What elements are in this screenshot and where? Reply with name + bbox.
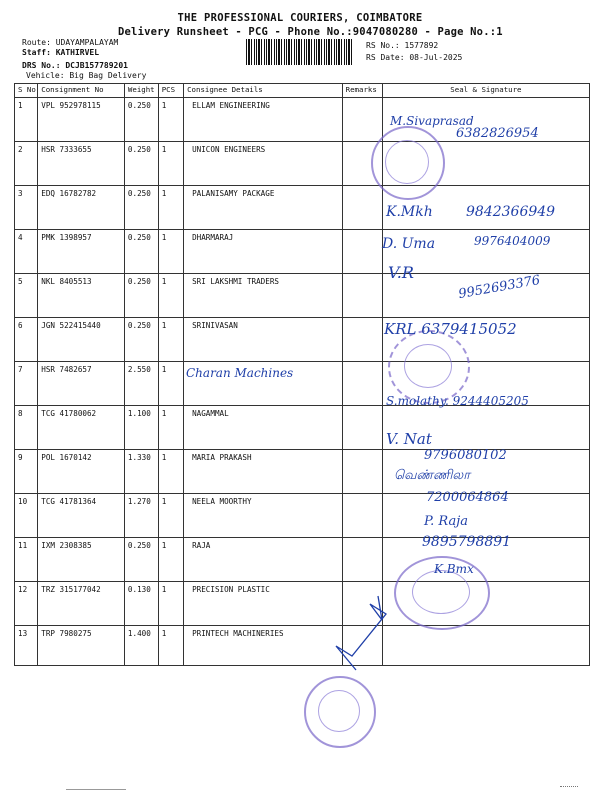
row-consignee: SRI LAKSHMI TRADERS — [184, 274, 343, 318]
row-consignee: NAGAMMAL — [184, 406, 343, 450]
row-weight: 0.250 — [124, 318, 158, 362]
row-pcs: 1 — [158, 406, 183, 450]
row-consignee: RAJA — [184, 538, 343, 582]
row-weight: 1.400 — [124, 626, 158, 666]
handwritten-phone-4: 9976404009 — [474, 234, 551, 248]
handwritten-sign-5: V.R — [388, 263, 414, 282]
handwritten-name-1: M.Sivaprasad — [390, 114, 474, 128]
row-sno: 5 — [15, 274, 38, 318]
row-sno: 13 — [15, 626, 38, 666]
header-sno: S No — [15, 84, 38, 98]
row-consignment-no: JGN 522415440 — [38, 318, 125, 362]
handwritten-phone-5: 9952693376 — [457, 272, 542, 303]
row-pcs: 1 — [158, 450, 183, 494]
document-subtitle: Delivery Runsheet - PCG - Phone No.:9047080280 - Page No.:1 — [118, 26, 503, 38]
row-pcs: 1 — [158, 582, 183, 626]
row-consignment-no: POL 1670142 — [38, 450, 125, 494]
barcode — [246, 39, 354, 65]
row-weight: 2.550 — [124, 362, 158, 406]
row-consignment-no: IXM 2308385 — [38, 538, 125, 582]
row-remarks — [342, 406, 382, 450]
row-consignment-no: HSR 7333655 — [38, 142, 125, 186]
row-consignment-no: EDQ 16782782 — [38, 186, 125, 230]
header-pcs: PCS — [158, 84, 183, 98]
handwritten-phone-1: 6382826954 — [456, 126, 539, 141]
row-consignee: SRINIVASAN — [184, 318, 343, 362]
row-sno: 8 — [15, 406, 38, 450]
row-pcs: 1 — [158, 186, 183, 230]
rs-number: RS No.: 1577892 — [366, 41, 439, 50]
row-pcs: 1 — [158, 494, 183, 538]
row-sno: 1 — [15, 98, 38, 142]
handwritten-tick-mark — [326, 590, 416, 680]
row-weight: 0.250 — [124, 186, 158, 230]
row-sno: 10 — [15, 494, 38, 538]
office-seal-stamp — [304, 676, 376, 748]
row-sno: 4 — [15, 230, 38, 274]
handwritten-consignee-7: Charan Machines — [186, 366, 294, 380]
header-weight: Weight — [124, 84, 158, 98]
row-pcs: 1 — [158, 362, 183, 406]
row-weight: 0.250 — [124, 142, 158, 186]
row-pcs: 1 — [158, 98, 183, 142]
row-remarks — [342, 318, 382, 362]
header-consignment: Consignment No — [38, 84, 125, 98]
handwritten-name-9: V. Nat — [386, 430, 432, 448]
handwritten-name-11: P. Raja — [424, 514, 468, 529]
rs-date: RS Date: 08-Jul-2025 — [366, 53, 463, 62]
row-consignment-no: NKL 8405513 — [38, 274, 125, 318]
row-remarks — [342, 230, 382, 274]
handwritten-sign-12: K.Bmx — [434, 562, 474, 576]
row-remarks — [342, 494, 382, 538]
handwritten-text-8: S.molathy. 9244405205 — [386, 394, 529, 408]
row-consignment-no: TCG 41780062 — [38, 406, 125, 450]
footer-line — [66, 789, 126, 790]
row-consignment-no: PMK 1398957 — [38, 230, 125, 274]
row-consignee: NEELA MOORTHY — [184, 494, 343, 538]
row-weight: 0.250 — [124, 274, 158, 318]
staff-label: Staff: KATHIRVEL — [22, 48, 100, 57]
table-row — [15, 582, 590, 626]
document-title: THE PROFESSIONAL COURIERS, COIMBATORE — [177, 12, 423, 24]
handwritten-name-10: வெண்ணிலா — [394, 468, 471, 483]
row-remarks — [342, 538, 382, 582]
row-consignee: UNICON ENGINEERS — [184, 142, 343, 186]
handwritten-text-6: KRL 6379415052 — [384, 320, 517, 338]
vehicle-label: Vehicle: Big Bag Delivery — [26, 71, 147, 80]
row-weight: 0.250 — [124, 230, 158, 274]
footer-marks — [560, 786, 578, 791]
table-row — [15, 626, 590, 666]
row-weight: 0.250 — [124, 538, 158, 582]
row-consignee: PRINTECH MACHINERIES — [184, 626, 343, 666]
company-seal-stamp-2 — [388, 330, 470, 404]
header-remarks: Remarks — [342, 84, 382, 98]
row-consignee: PALANISAMY PACKAGE — [184, 186, 343, 230]
row-pcs: 1 — [158, 538, 183, 582]
header-signature: Seal & Signature — [382, 84, 589, 98]
row-remarks — [342, 450, 382, 494]
row-pcs: 1 — [158, 318, 183, 362]
route-label: Route: UDAYAMPALAYAM — [22, 38, 119, 47]
row-pcs: 1 — [158, 142, 183, 186]
row-weight: 0.250 — [124, 98, 158, 142]
row-weight: 1.270 — [124, 494, 158, 538]
row-remarks — [342, 362, 382, 406]
row-weight: 1.100 — [124, 406, 158, 450]
row-sno: 11 — [15, 538, 38, 582]
row-consignee: MARIA PRAKASH — [184, 450, 343, 494]
row-remarks — [342, 186, 382, 230]
row-pcs: 1 — [158, 626, 183, 666]
row-consignee: ELLAM ENGINEERING — [184, 98, 343, 142]
table-row — [15, 142, 590, 186]
row-remarks — [342, 98, 382, 142]
row-weight: 1.330 — [124, 450, 158, 494]
handwritten-sign-3: K.Mkh — [386, 204, 433, 220]
row-consignment-no: TRZ 315177042 — [38, 582, 125, 626]
consignment-table — [14, 83, 590, 666]
row-sno: 9 — [15, 450, 38, 494]
row-consignee: PRECISION PLASTIC — [184, 582, 343, 626]
row-pcs: 1 — [158, 230, 183, 274]
row-consignment-no: HSR 7482657 — [38, 362, 125, 406]
company-seal-stamp — [371, 126, 445, 200]
row-pcs: 1 — [158, 274, 183, 318]
row-consignment-no: VPL 952978115 — [38, 98, 125, 142]
drs-number: DRS No.: DCJB157789201 — [22, 61, 128, 70]
row-sno: 3 — [15, 186, 38, 230]
table-row — [15, 406, 590, 450]
handwritten-name-4: D. Uma — [382, 236, 436, 252]
row-weight: 0.130 — [124, 582, 158, 626]
handwritten-phone-10: 7200064864 — [426, 490, 509, 505]
handwritten-phone-11: 9895798891 — [422, 534, 512, 550]
header-consignee: Consignee Details — [184, 84, 343, 98]
table-header-row — [15, 84, 590, 98]
row-sno: 7 — [15, 362, 38, 406]
handwritten-phone-3: 9842366949 — [466, 204, 556, 220]
row-consignment-no: TRP 7980275 — [38, 626, 125, 666]
handwritten-phone-9: 9796080102 — [424, 448, 507, 463]
row-consignment-no: TCG 41781364 — [38, 494, 125, 538]
row-sno: 6 — [15, 318, 38, 362]
row-consignee: DHARMARAJ — [184, 230, 343, 274]
row-sno: 2 — [15, 142, 38, 186]
row-sno: 12 — [15, 582, 38, 626]
row-remarks — [342, 274, 382, 318]
